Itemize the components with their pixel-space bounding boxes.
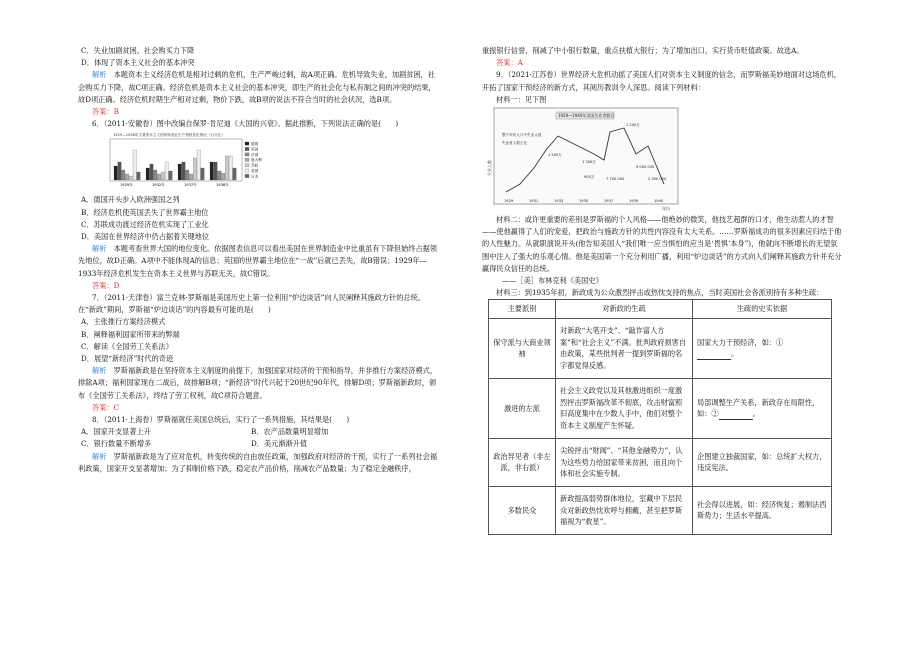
year-tick-label: 1940 [654, 199, 664, 204]
q8-options-row2: C．银行数量不断增多 D．美元渐渐升值 [81, 439, 308, 449]
chart-legend [245, 141, 262, 178]
line-chart-title: 1929—1940年美国失业者数目 [558, 113, 615, 119]
bar [189, 174, 192, 180]
bar [129, 176, 132, 180]
q6-option-d: D．美国在世界经济中仍占据着关键地位 [81, 232, 209, 242]
answer-blank-2[interactable] [719, 411, 753, 420]
table-cell: 激进的左派 [489, 378, 556, 438]
year-tick-label: 1935 [579, 199, 589, 204]
q6-bar-chart [78, 130, 440, 194]
legend-label: 英国 [251, 147, 259, 152]
legend-swatch [245, 142, 249, 145]
q5-option-c: C．失业加剧贫困，社会购买力下降 [81, 46, 195, 55]
bar [118, 162, 121, 180]
legend-swatch [245, 164, 249, 167]
q6-option-b: B．经济危机使英国丢失了世界霸主地位 [81, 207, 209, 217]
table-cell: 国家大力干预经济，如：① 。 [693, 318, 832, 378]
bar [161, 172, 164, 180]
bar [221, 173, 224, 180]
q7-option-d: D．展望“新经济”时代的奇迹 [81, 354, 174, 364]
bar [214, 162, 217, 180]
table-cell: 社会得以进展，如：经济恢复；遏制法西斯势力；生活水平提高。 [693, 486, 832, 534]
table-cell: 保守派与大商业领袖 [489, 318, 556, 378]
q6-option-c: C．苏联成功渡过经济危机实现了工业化 [81, 219, 209, 229]
q7-answer: 答案：C [92, 402, 120, 412]
bar [146, 168, 149, 180]
year-tick-label: 1933 [554, 199, 564, 204]
q6-option-a: A．德国开头步入欧洲强国之列 [81, 195, 180, 205]
table-cell: 企图建立独裁国家，如：总统扩大权力，违反宪法。 [693, 438, 832, 486]
bar [178, 164, 181, 180]
year-label: 1932年 [152, 183, 165, 188]
chart-annotation: 9 000 000 [636, 165, 655, 170]
table-header: 生疏的史实依据 [693, 300, 832, 319]
table-row [489, 486, 832, 534]
bar [233, 168, 236, 180]
bar [150, 164, 153, 180]
year-label: 1929年 [120, 183, 133, 188]
chart-annotation: 1 300万 [582, 160, 596, 165]
legend-swatch [245, 159, 249, 162]
material-2: 材料二：或许更重要的差别是罗斯福的个人风格——他绝妙的微笑，他技艺超群的口才，他生动惹人的才智——使他赢得了人们的宠爱，把政治与施政方针的共性内容没有太大关系。……罗斯福成功的很多因素应归结于他的人性魅力。从就职演说开头(他告知美国人“我们唯一应当惧怕的应当是‘畏惧’本身”)，他就向不断增长的无望氛围中注入了强大的乐观心情。他是美国第一个充分利用广播，利用“炉边谈话”的方式向人们阐释其施政方针并充分赢得民众信任的总统。 [482, 215, 842, 273]
q9-stem: 9．（2021·江苏卷）世界经济大危机动摇了美国人们对资本主义制度的信念，而罗斯福美妙地面对这场危机，开拓了国家干预经济的新方式，其阅历教训令人深思。阅读下列材料： [482, 70, 841, 92]
chart-annotation: 1 200万 [626, 123, 640, 128]
q6-stem: 6．（2011·安徽卷）图中改编自保罗·肯尼迪《大国的兴衰》。据此推断，下列说法正确的是( ) [92, 119, 399, 129]
table-cell: 多数民众 [489, 486, 556, 534]
chart-annotation: 整个年份人口中失业人数 [502, 133, 542, 138]
year-tick-label: 1929 [504, 199, 514, 204]
year-label: 1938年 [216, 183, 229, 188]
bar [193, 158, 196, 180]
bar [210, 162, 213, 180]
table-header-row [489, 300, 832, 319]
q6-explanation: 解析 本题考查世界大国的地位变化。依据图表信息可以看出美国在世界制造业中比重虽有下降但始终占据领先地位，故D正确。A项中不能体现A的信息；英国的世界霸主地位在“一战”后就已丢失，故B错误；1929年—1933年经济危机发生在资本主义世界与苏联无关，故C错误。 [78, 244, 438, 278]
y-axis-label: 失业人数 [487, 160, 492, 177]
chart-annotation: 2 300 000 [648, 177, 667, 182]
year-tick-label: 1937 [604, 199, 614, 204]
bar [157, 174, 160, 180]
table-row [489, 318, 832, 378]
legend-label: 日本 [251, 174, 259, 179]
factions-table [488, 299, 832, 535]
year-tick-label: 1939 [629, 199, 639, 204]
bar [165, 162, 168, 180]
bar [225, 156, 228, 180]
bar [114, 166, 117, 180]
unemployment-chart [482, 106, 844, 214]
table-row [489, 378, 832, 438]
left-column [78, 0, 440, 475]
q5-answer: 答案：B [92, 107, 119, 117]
right-column [482, 0, 844, 535]
q8-explanation-cont: 重振银行信誉，削减了中小银行数量，重点扶植大银行；为了增加出口，实行货币贬值政策。故选A。 [482, 46, 804, 55]
bar [182, 162, 185, 180]
legend-swatch [245, 169, 249, 172]
material-1-label: 材料一：见下图 [496, 94, 547, 104]
chart-annotation: 失业者人数占比 [502, 141, 528, 146]
table-cell: 新政提高弱势群体地位，室藏中下层民众对新政热忱欢呼与拥戴，甚至把罗斯福视为“救星”。 [556, 486, 693, 534]
q7-explanation: 解析 罗斯福新政是在坚持资本主义制度的前提下，加强国家对经济的干预和指导，并非推行方案经济模式，排除A项；福利国家现在二战后，故排解B项；“新经济”时代兴起于20世纪90年代，排解D项；罗斯福新政时，颁布《全国劳工关系法》，终结了劳工权利，故C项符合题意。 [78, 366, 438, 400]
q6-answer: 答案：D [92, 280, 120, 290]
bar-groups [114, 150, 236, 180]
q7-option-c: C．解读《全国劳工关系法》 [81, 341, 173, 351]
answer-blank-1[interactable] [697, 351, 731, 360]
q8-stem: 8．（2011·上海卷）罗斯福就任美国总统后，实行了一系列措施，其结果是( ) [92, 415, 350, 425]
material-2-source: ——［美］布林克利《美国史》 [502, 276, 603, 286]
chart-annotation: 900万 [584, 175, 595, 180]
table-row [489, 438, 832, 486]
bar [133, 150, 136, 180]
q5-option-d: D．体现了资本主义社会的基本冲突 [81, 58, 195, 68]
legend-label: 法国 [251, 153, 259, 158]
year-tick-label: 1931 [529, 199, 539, 204]
legend-swatch [245, 175, 249, 178]
legend-label: 德国 [251, 142, 259, 147]
legend-swatch [245, 153, 249, 156]
table-cell: 社会主义政党以及其他激进组织一度激烈抨击罗斯福改革不彻底，攻击财富照旧高度集中在少数人手中，他们对整个资本主义制度产生怀疑。 [556, 378, 693, 438]
bar [197, 150, 200, 180]
bar [201, 168, 204, 180]
q7-stem: 7．（2011·天津卷）富兰克林·罗斯福是美国历史上第一位利用“炉边谈话”向人民阐释其施政方针的总统。在“新政”期间，罗斯福“炉边谈话”的内容最有可能的是( ) [78, 293, 426, 315]
q5-explanation: 解析 本题资本主义经济危机是相对过剩的危机，生产严峻过剩，故A项正确。危机导致失业，加剧贫困，社会购买力下降，故C项正确。经济危机是资本主义社会的基本冲突，即生产的社会化与私有制之间的冲突的结果，故D项正确。经济危机时期生产相对过剩，物价下跌，故B项的说法不符合当时的社会状况，选B项。 [78, 70, 436, 104]
legend-label: 苏联 [251, 164, 259, 169]
bar [137, 172, 140, 180]
legend-label: 美国 [251, 169, 259, 174]
bar [186, 170, 189, 180]
table-cell: 政治异见者（非左派，非右派） [489, 438, 556, 486]
q8-options-row1: A．国家开支显著上升 B．农产品数量明显增加 [81, 427, 329, 437]
bar [122, 170, 125, 180]
q8-answer: 答案：A [496, 58, 523, 68]
chart-annotation: 7 700 000 [606, 177, 625, 182]
q8-explanation: 解析 罗斯福新政是为了应对危机，转变传统的自由放任政策，加强政府对经济的干预，实行了一系列社会福利政策，国家开支显著增加；为了抑制价格下跌，稳定农产品价格，削减农产品数量；为了稳定金融秩序， [78, 451, 438, 473]
explanation-label: 解析 [92, 70, 107, 80]
bar [125, 174, 128, 180]
legend-swatch [245, 148, 249, 151]
table-header: 主要派别 [489, 300, 556, 319]
year-label: 1937年 [184, 183, 197, 188]
q7-option-b: B．阐释福利国家所带来的弊端 [81, 329, 180, 339]
chart-annotation: 1 500万 [548, 153, 562, 158]
legend-label: 意大利 [251, 158, 262, 163]
q7-option-a: A．主张推行方案经济模式 [81, 317, 166, 327]
bar [229, 156, 232, 180]
bar [154, 170, 157, 180]
table-cell: 尖锐抨击“财阀”、“其他金融势力”，认为这些势力给国家带来贫困，而且向个体和社会实施专制。 [556, 438, 693, 486]
table-cell: 对新政“大笔开支”、“敲诈富人方案”和“社会主义”不满。批判政府损害自由政策，某些批判者一提到罗斯福的名字都觉得反感。 [556, 318, 693, 378]
x-axis-label: 年份 [662, 206, 670, 212]
table-header: 对新政的生疏 [556, 300, 693, 319]
table-cell: 局部调整生产关系，新政存在局限性，如：② 。 [693, 378, 832, 438]
bar [169, 171, 172, 180]
chart-title: 1929—1938年主要资本主义国家制造业生产指数变化情况（百分比） [113, 133, 225, 138]
bar [218, 171, 221, 180]
material-3: 材料三：到1935年初，新政成为公众激烈抨击或热忱支持的焦点，当时美国社会各派别持有多种生疏： [496, 288, 824, 298]
